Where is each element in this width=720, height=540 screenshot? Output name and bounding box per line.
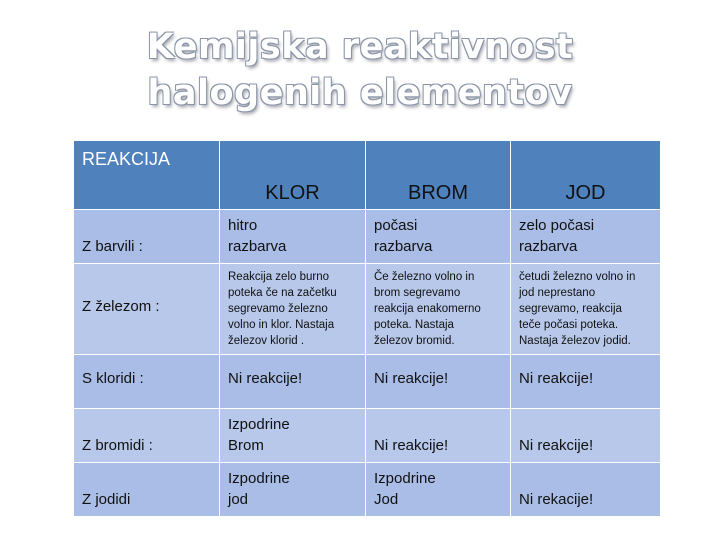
cell-brom: Ni reakcije!: [366, 355, 511, 409]
reaction-table: [73, 140, 661, 517]
table-row: [74, 463, 661, 517]
cell-jod: Ni reakcije!: [511, 355, 661, 409]
row-label: Z bromidi :: [74, 409, 220, 463]
cell-brom: Izpodrine Jod: [366, 463, 511, 517]
cell-jod: Ni reakcije!: [511, 409, 661, 463]
title-line-1: Kemijska reaktivnost: [146, 27, 574, 67]
table-header-row: [74, 141, 661, 210]
cell-jod: Ni rekacije!: [511, 463, 661, 517]
cell-brom: Ni reakcije!: [366, 409, 511, 463]
header-brom: BROM: [366, 141, 511, 210]
header-reakcija: REAKCIJA: [74, 141, 220, 210]
cell-brom: počasi razbarva: [366, 210, 511, 264]
header-jod: JOD: [511, 141, 661, 210]
table-row: [74, 355, 661, 409]
table-row: [74, 264, 661, 355]
cell-klor: Izpodrine jod: [220, 463, 366, 517]
cell-klor: Reakcija zelo burno poteka če na začetku segrevamo železno volno in klor. Nastaja železov klorid .: [220, 264, 366, 355]
row-label: S kloridi :: [74, 355, 220, 409]
page-title: [0, 24, 720, 116]
row-label: Z železom :: [74, 264, 220, 355]
row-label: Z barvili :: [74, 210, 220, 264]
table-row: [74, 409, 661, 463]
cell-klor: Ni reakcije!: [220, 355, 366, 409]
cell-jod: zelo počasi razbarva: [511, 210, 661, 264]
cell-jod: četudi železno volno in jod neprestano segrevamo, reakcija teče počasi poteka. Nastaja železov jodid.: [511, 264, 661, 355]
cell-klor: Izpodrine Brom: [220, 409, 366, 463]
row-label: Z jodidi: [74, 463, 220, 517]
table-row: [74, 210, 661, 264]
header-klor: KLOR: [220, 141, 366, 210]
cell-brom: Če železno volno in brom segrevamo reakcija enakomerno poteka. Nastaja železov bromid.: [366, 264, 511, 355]
title-line-2: halogenih elementov: [147, 73, 573, 113]
cell-klor: hitro razbarva: [220, 210, 366, 264]
